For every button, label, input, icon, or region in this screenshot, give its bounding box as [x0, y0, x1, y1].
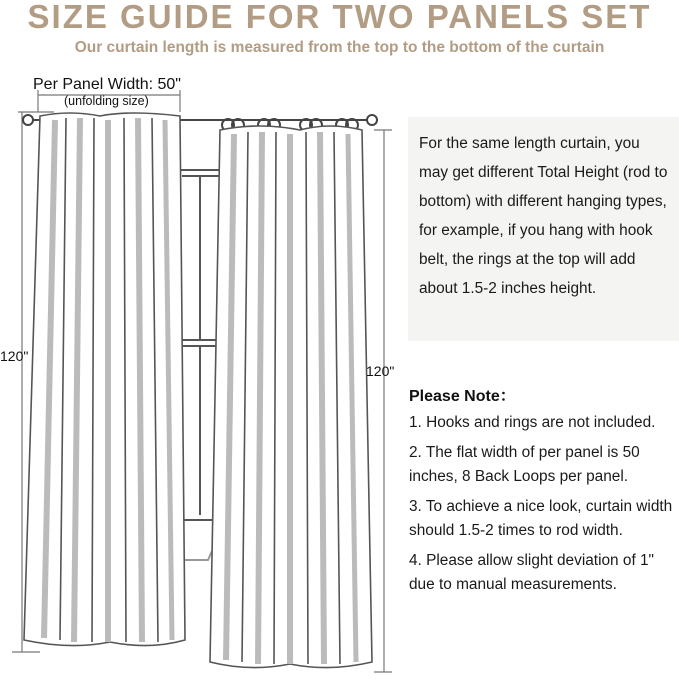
right-height-label: 120" — [366, 363, 395, 379]
notes-list — [409, 411, 677, 603]
info-box — [408, 117, 679, 341]
note-item: 1. Hooks and rings are not included. — [409, 414, 656, 431]
note-item: 2. The flat width of per panel is 50 inches, 8 Back Loops per panel. — [409, 444, 640, 485]
page-subtitle: Our curtain length is measured from the top to the bottom of the curtain — [74, 39, 605, 56]
curtain-illustration — [0, 80, 400, 680]
right-curtain-panel — [210, 126, 372, 668]
page-title: SIZE GUIDE FOR TWO PANELS SET — [27, 0, 652, 35]
info-text: For the same length curtain, you may get different Total Height (rod to bottom) with different hanging types, for example, if you hang with hook belt, the rings at the top will add about 1.5-2 inches height. — [419, 135, 668, 297]
panel-width-note: (unfolding size) — [64, 94, 149, 108]
left-height-label: 120" — [0, 348, 29, 364]
note-item: 3. To achieve a nice look, curtain width should 1.5-2 times to rod width. — [409, 498, 673, 539]
panel-width-label: Per Panel Width: 50" — [33, 76, 181, 93]
left-curtain-panel — [24, 113, 185, 646]
note-item: 4. Please allow slight deviation of 1" due to manual measurements. — [409, 552, 655, 593]
notes-title: Please Note： — [409, 388, 516, 405]
